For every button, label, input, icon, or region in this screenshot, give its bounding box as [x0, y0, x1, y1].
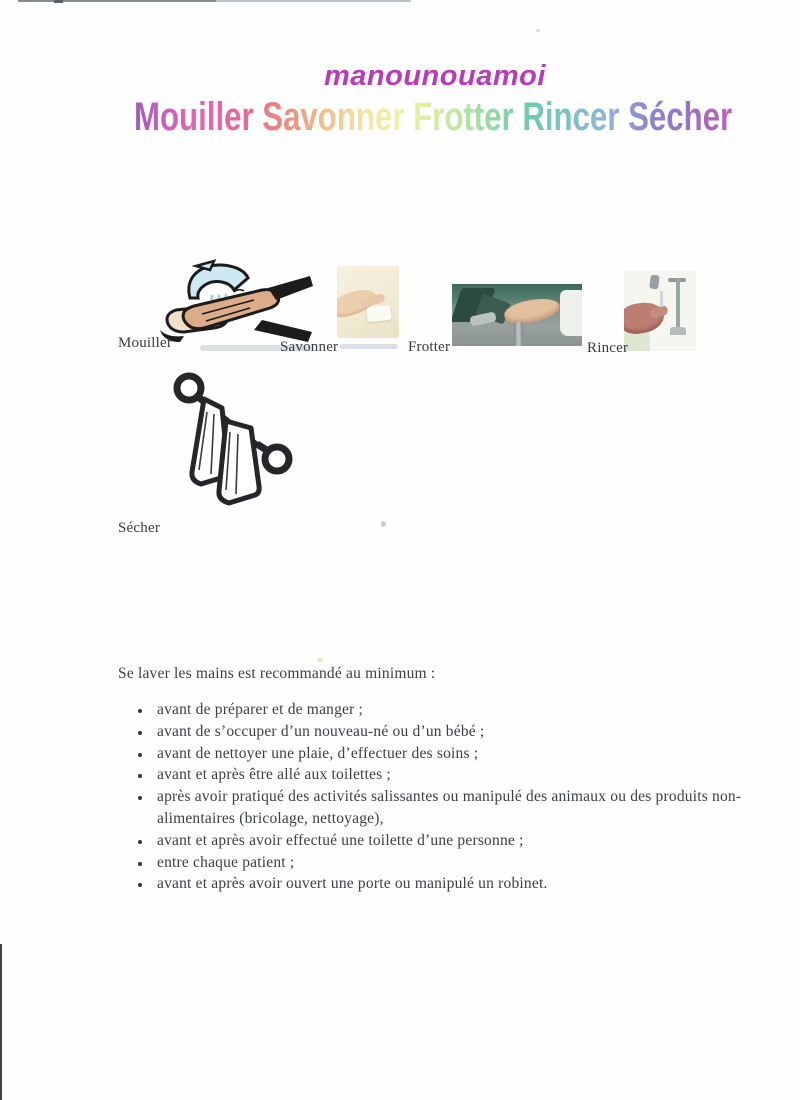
drain-pipe-shape — [514, 322, 523, 346]
scan-artifact-top-line — [18, 0, 216, 2]
step-label-mouiller: Mouiller — [118, 335, 173, 351]
water-stream-shape — [660, 291, 663, 307]
list-item: • avant de préparer et de manger ; — [152, 699, 744, 721]
faucet-shape — [670, 327, 686, 335]
page-title: Mouiller Savonner Frotter Rincer Sécher — [134, 95, 733, 139]
faucet-icon — [189, 265, 248, 298]
scan-artifact-notch — [54, 0, 63, 3]
list-item: • avant de nettoyer une plaie, d’effectuer des soins ; — [152, 743, 744, 765]
list-item: • après avoir pratiqué des activités salissantes ou manipulé des animaux ou des produits non-alimentaires (bricolage, nettoyage), — [152, 786, 744, 830]
list-item: • avant et après être allé aux toilettes ; — [152, 764, 744, 786]
rinsing-hands-photo — [624, 271, 696, 351]
faucet-shape — [676, 279, 680, 331]
sleeve-upper — [268, 276, 313, 300]
scan-artifact-top-line-faint — [216, 0, 411, 2]
towel-rack-drawing — [158, 366, 306, 520]
hand-washing-recommendation-list — [118, 699, 758, 895]
sleeve-shape — [560, 290, 582, 336]
towel-panel — [219, 421, 259, 503]
list-item: • avant et après avoir ouvert une porte ou manipulé un robinet. — [152, 873, 744, 895]
watermark-text: manounouamoi — [324, 60, 546, 92]
step-label-frotter: Frotter — [408, 339, 451, 355]
intro-sentence: Se laver les mains est recommandé au minimum : — [118, 665, 436, 682]
step-label-rincer: Rincer — [587, 340, 629, 356]
sprayer-shape — [649, 274, 660, 289]
scan-speck — [381, 521, 386, 527]
step-label-savonner: Savonner — [280, 339, 339, 355]
step-label-secher: Sécher — [118, 520, 161, 536]
rubbing-hands-photo — [452, 284, 582, 346]
scan-artifact-left-edge — [0, 944, 2, 1100]
soap-bar-shape — [366, 305, 391, 322]
scan-shadow — [340, 344, 398, 349]
wet-hands-cartoon — [150, 258, 315, 344]
list-item: • avant et après avoir effectué une toilette d’une personne ; — [152, 830, 744, 852]
hands-shape — [503, 295, 562, 326]
scan-speck — [317, 658, 323, 662]
list-item: • entre chaque patient ; — [152, 852, 744, 874]
wall-mount-icon — [265, 447, 289, 471]
list-item: • avant de s’occuper d’un nouveau-né ou d’un bébé ; — [152, 721, 744, 743]
scan-speck — [536, 29, 540, 32]
soaping-hands-photo — [337, 266, 399, 338]
